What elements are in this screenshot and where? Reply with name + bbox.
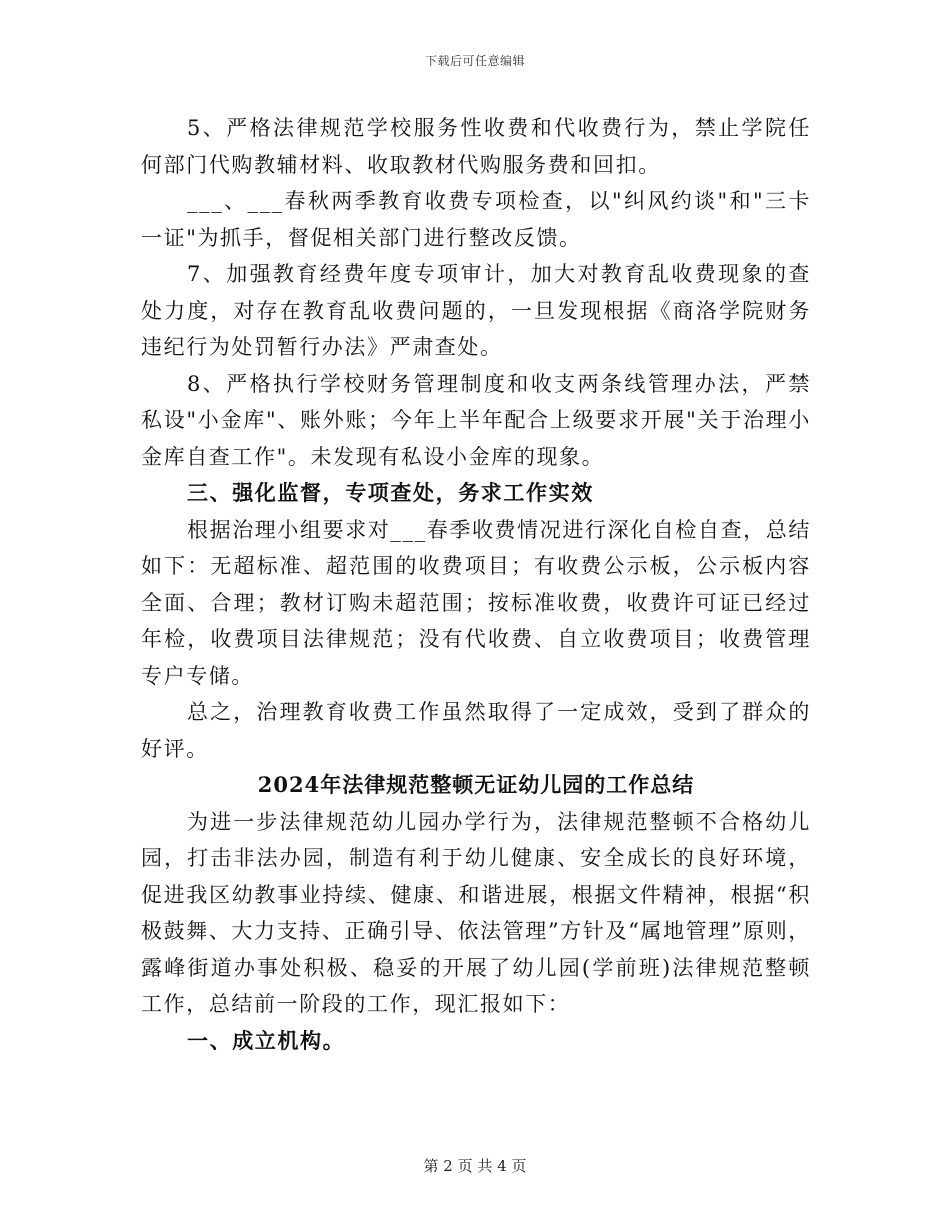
paragraph-item-7: 7、加强教育经费年度专项审计，加大对教育乱收费现象的查处力度，对存在教育乱收费问题的，一旦发现根据《商洛学院财务违纪行为处罚暂行办法》严肃查处。 xyxy=(141,262,811,359)
paragraph-item-6: ___、___春秋两季教育收费专项检查，以"纠风约谈"和"三卡一证"为抓手，督促相关部门进行整改反馈。 xyxy=(141,189,811,250)
paragraph-item-5: 5、严格法律规范学校服务性收费和代收费行为，禁止学院任何部门代购教辅材料、收取教材代购服务费和回扣。 xyxy=(141,116,811,177)
paragraph-item-8: 8、严格执行学校财务管理制度和收支两条线管理办法，严禁私设"小金库"、账外账；今年上半年配合上级要求开展"关于治理小金库自查工作"。未发现有私设小金库的现象。 xyxy=(141,371,811,469)
section-heading-1: 一、成立机构。 xyxy=(187,1027,346,1053)
page-header: 下载后可任意编辑 xyxy=(424,54,525,68)
document-body xyxy=(141,110,811,1059)
page-footer: 第 2 页 共 4 页 xyxy=(423,1157,527,1175)
document-title: 2024年法律规范整顿无证幼儿园的工作总结 xyxy=(257,772,695,797)
paragraph-conclusion: 总之，治理教育收费工作虽然取得了一定成效，受到了群众的好评。 xyxy=(141,700,811,761)
paragraph-intro: 为进一步法律规范幼儿园办学行为，法律规范整顿不合格幼儿园，打击非法办园，制造有利于幼儿健康、安全成长的良好环境，促进我区幼教事业持续、健康、和谐进展，根据文件精神，根据“积极鼓舞、大力支持、正确引导、依法管理”方针及“属地管理”原则，露峰街道办事处积极、稳妥的开展了幼儿园(学前班)法律规范整顿工作，总结前一阶段的工作，现汇报如下： xyxy=(141,809,811,1016)
paragraph-self-check: 根据治理小组要求对___春季收费情况进行深化自检自查，总结如下：无超标准、超范围的收费项目；有收费公示板，公示板内容全面、合理；教材订购未超范围；按标准收费，收费许可证已经过年检，收费项目法律规范；没有代收费、自立收费项目；收费管理专户专储。 xyxy=(141,517,811,688)
section-heading-3: 三、强化监督，专项查处，务求工作实效 xyxy=(187,480,594,505)
